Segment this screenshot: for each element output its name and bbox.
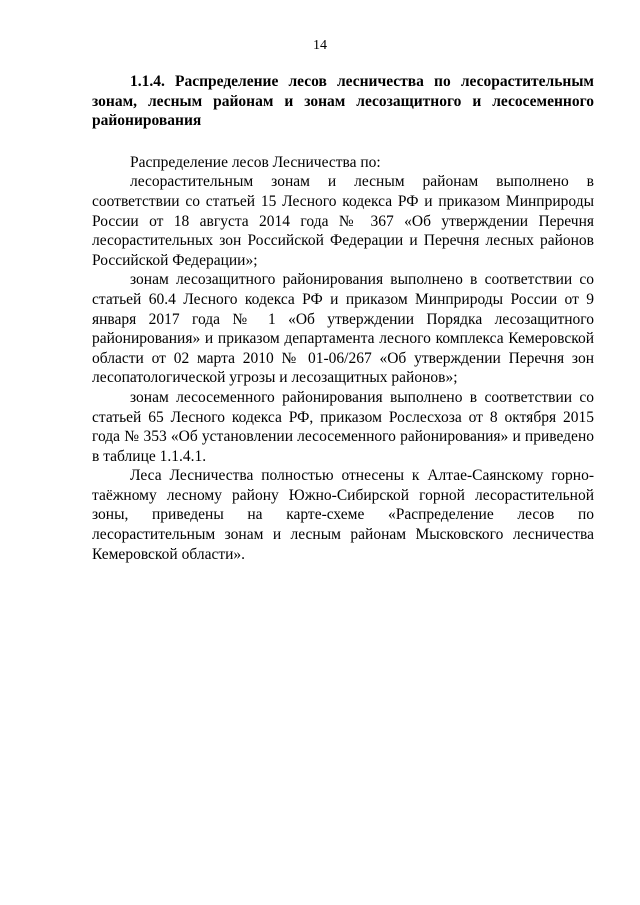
seed-zoning-paragraph: зонам лесосеменного районирования выполнено в соответствии со статьей 65 Лесного кодекса РФ, приказом Рослесхоза от 8 октября 2015 года № 353 «Об установлении лесосеменного районирования» и приведено в таблице 1.1.4.1. (92, 388, 594, 465)
forest-protection-paragraph: зонам лесозащитного районирования выполнено в соответствии со статьей 60.4 Лесного кодекса РФ и приказом Минприроды России от 9 января 2017 года № 1 «Об утверждении Порядка лесозащитного районирования» и приказом департамента лесного комплекса Кемеровской области от 02 марта 2010 № 01-06/267 «Об утверждении Перечня зон лесопатологической угрозы и лесозащитных районов»; (92, 271, 594, 387)
intro-paragraph: Распределение лесов Лесничества по: (130, 153, 381, 171)
page-number: 14 (313, 38, 327, 53)
document-body (92, 72, 594, 564)
vegetation-zones-paragraph: лесорастительным зонам и лесным районам выполнено в соответствии со статьей 15 Лесного кодекса РФ и приказом Минприроды России от 18 августа 2014 года № 367 «Об утверждении Перечня лесорастительных зон Российской Федерации и Перечня лесных районов Российской Федерации»; (92, 173, 594, 269)
section-heading: 1.1.4. Распределение лесов лесничества по лесорастительным зонам, лесным районам и зонам лесозащитного и лесосеменного районирования (92, 73, 594, 130)
forest-district-paragraph: Леса Лесничества полностью отнесены к Алтае-Саянскому горно-таёжному лесному району Южно-Сибирской горной лесорастительной зоны, приведены на карте-схеме «Распределение лесов по лесорастительным зонам и лесным районам Мысковского лесничества Кемеровской области». (92, 467, 594, 563)
